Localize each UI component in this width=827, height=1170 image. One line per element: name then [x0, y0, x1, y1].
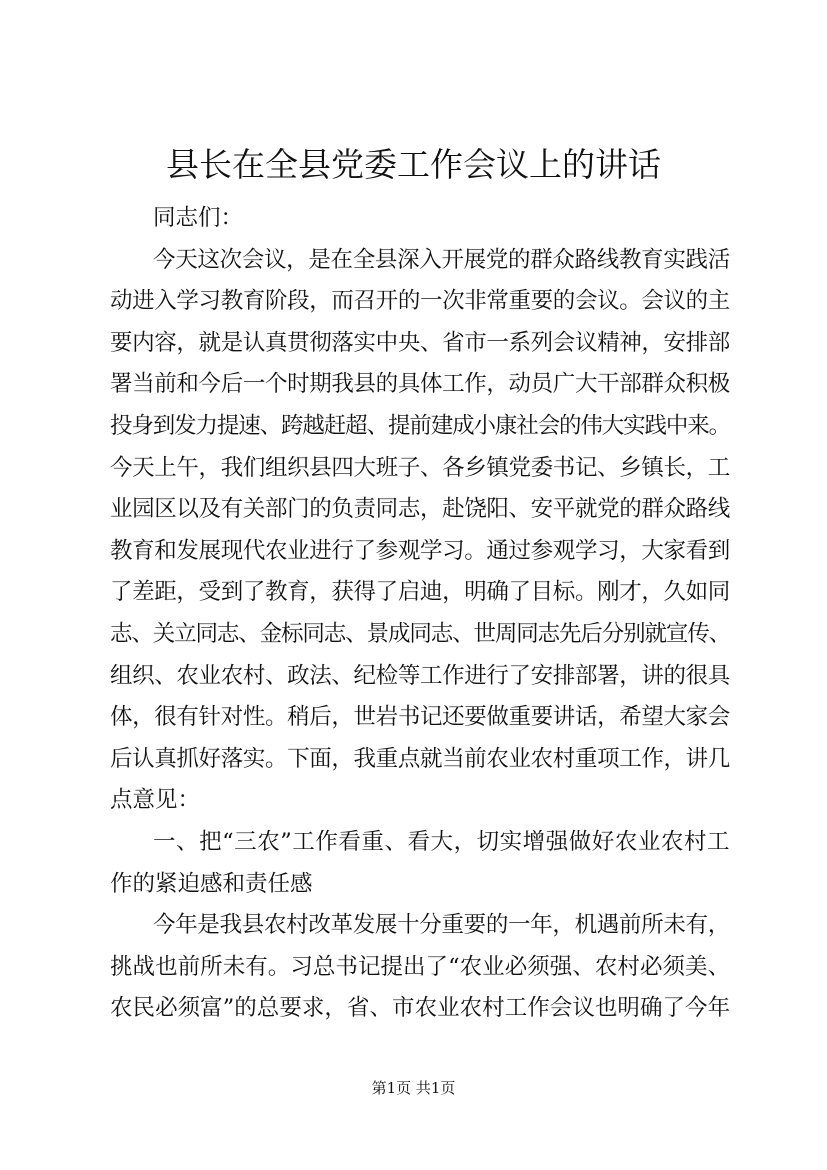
body-line: 挑战也前所未有。习总书记提出了“农业必须强、农村必须美、	[110, 953, 731, 980]
body-line: 点意见：	[110, 787, 201, 814]
body-line: 动进入学习教育阶段，而召开的一次非常重要的会议。会议的主	[110, 288, 730, 315]
body-line: 今天这次会议，是在全县深入开展党的群众路线教育实践活	[153, 246, 730, 273]
body-line: 今年是我县农村改革发展十分重要的一年，机遇前所未有，	[153, 912, 730, 939]
body-line: 作的紧迫感和责任感	[110, 870, 313, 897]
body-line: 后认真抓好落实。下面，我重点就当前农业农村重项工作，讲几	[110, 745, 730, 772]
body-line: 志、关立同志、金标同志、景成同志、世周同志先后分别就宣传、	[110, 620, 731, 647]
body-line: 组织、农业农村、政法、纪检等工作进行了安排部署，讲的很具	[110, 662, 730, 689]
body-line: 教育和发展现代农业进行了参观学习。通过参观学习，大家看到	[110, 537, 730, 564]
document-title: 县长在全县党委工作会议上的讲话	[166, 145, 661, 184]
body-line: 同志们：	[153, 205, 244, 231]
body-line: 署当前和今后一个时期我县的具体工作，动员广大干部群众积极	[110, 371, 730, 398]
body-line: 农民必须富”的总要求，省、市农业农村工作会议也明确了今年	[110, 995, 731, 1022]
body-line: 体，很有针对性。稍后，世岩书记还要做重要讲话，希望大家会	[110, 704, 730, 731]
page-footer: 第1页 共1页	[371, 1079, 456, 1097]
body-line: 投身到发力提速、跨越赶超、提前建成小康社会的伟大实践中来。	[110, 412, 731, 439]
body-line: 一、把“三农”工作看重、看大，切实增强做好农业农村工	[153, 828, 731, 855]
body-line: 了差距，受到了教育，获得了启迪，明确了目标。刚才，久如同	[110, 579, 730, 606]
body-line: 业园区以及有关部门的负责同志，赴饶阳、安平就党的群众路线	[110, 496, 730, 523]
body-line: 今天上午，我们组织县四大班子、各乡镇党委书记、乡镇长，工	[110, 454, 730, 481]
body-line: 要内容，就是认真贯彻落实中央、省市一系列会议精神，安排部	[110, 329, 730, 356]
document-body	[110, 198, 730, 1030]
